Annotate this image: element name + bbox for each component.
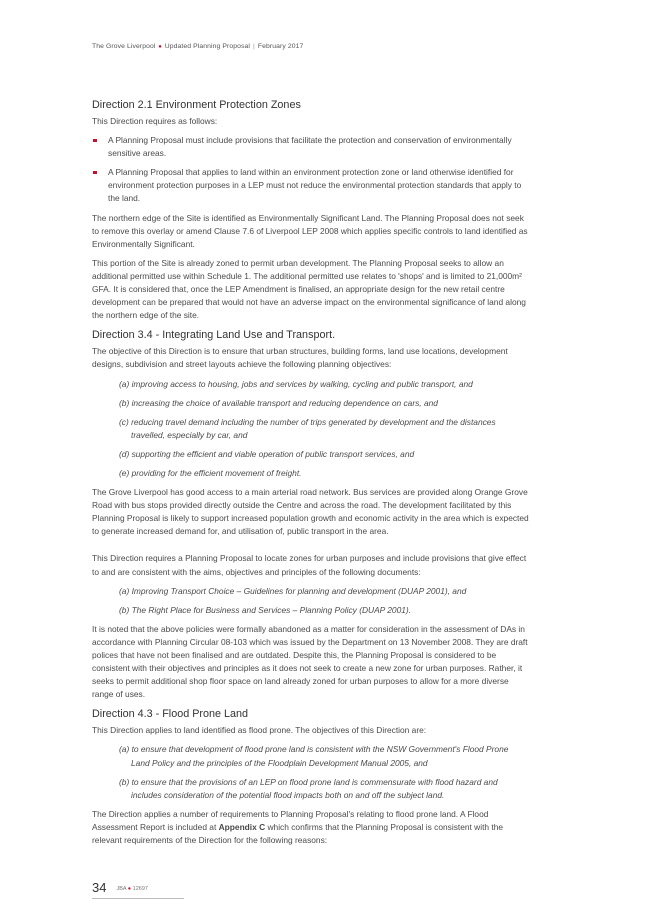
documents-list [92, 585, 529, 617]
header-bullet-icon: ● [156, 44, 164, 50]
list-item: (a) improving access to housing, jobs and services by walking, cycling and public transport, and [119, 378, 473, 389]
footer-job-number: 12697 [132, 885, 148, 892]
footer-company: JBA [116, 885, 127, 892]
list-item: (a) to ensure that development of flood prone land is consistent with the NSW Government's Flood Prone Land Policy and the principles of the Floodplain Development Manual 2005, and [119, 744, 509, 768]
list-item: (b) to ensure that the provisions of an LEP on flood prone land is commensurate with flood hazard and includes consideration of the potential flood impacts both on and off the subject land. [119, 776, 498, 800]
paragraph-text: which confirms that the Planning Proposal is consistent with the relevant requirements of the Direction for the following reasons: [92, 821, 504, 846]
appendix-reference: Appendix C [218, 821, 266, 832]
header-doc-title: Updated Planning Proposal [164, 43, 251, 50]
paragraph-text: The Direction applies a number of requirements to Planning Proposal's relating to flood prone land. A Flood Assessment Report is included at [92, 808, 489, 832]
paragraph: The Grove Liverpool has good access to a main arterial road network. Bus services are provided along Orange Grove Road with bus stops provided directly outside the Centre and across the road. The development facilitated by this Planning Proposal is likely to support increased population growth and economic activity in the area which is expected to generate increased demand for, and utilisation of, public transport in the area. [92, 487, 529, 537]
requirements-list [92, 134, 529, 205]
paragraph [92, 808, 529, 847]
section-heading-3-4: Direction 3.4 - Integrating Land Use and Transport. [92, 329, 336, 342]
page-header [92, 43, 303, 50]
section-intro: This Direction requires as follows: [92, 116, 218, 126]
paragraph: This portion of the Site is already zoned to permit urban development. The Planning Proposal seeks to allow an additional permitted use within Schedule 1. The additional permitted use relates to 'shops' and is limited to 21,000m² GFA. It is considered that, once the LEP Amendment is finalised, an appropriate design for the new retail centre development can be prepared that would not have an adverse impact on the environmental significance of land along the northern edge of the site. [92, 257, 526, 321]
footer-company-ref [116, 886, 147, 892]
paragraph: This Direction requires a Planning Proposal to locate zones for urban purposes and include provisions that give effect to and are consistent with the aims, objectives and principles of the following documents: [92, 553, 527, 577]
paragraph: The northern edge of the Site is identified as Environmentally Significant Land. The Planning Proposal does not seek to remove this overlay or amend Clause 7.6 of Liverpool LEP 2008 which applies specific controls to land identified as Environmentally Significant. [92, 212, 528, 249]
list-item: (d) supporting the efficient and viable operation of public transport services, and [119, 448, 415, 459]
list-item: A Planning Proposal must include provisions that facilitate the protection and conservation of environmentally sensitive areas. [92, 134, 529, 160]
list-item: (e) providing for the efficient movement of freight. [119, 467, 302, 478]
page-footer [92, 880, 148, 895]
section-heading-4-3: Direction 4.3 - Flood Prone Land [92, 708, 249, 721]
objectives-list [92, 743, 529, 801]
footer-bullet-icon: ● [127, 885, 132, 892]
list-item: (c) reducing travel demand including the number of trips generated by development and the distances travelled, especially by car, and [119, 416, 496, 440]
section-intro: This Direction applies to land identified as flood prone. The objectives of this Direction are: [92, 725, 427, 736]
page-number: 34 [92, 880, 107, 895]
section-intro: The objective of this Direction is to ensure that urban structures, building forms, land use locations, development designs, subdivision and street layouts achieve the following planning objectives: [92, 346, 508, 370]
header-doc-date: February 2017 [257, 43, 304, 50]
header-doc-name: The Grove Liverpool [92, 43, 156, 50]
section-heading-2-1: Direction 2.1 Environment Protection Zones [92, 99, 301, 111]
paragraph: It is noted that the above policies were formally abandoned as a matter for consideration in the assessment of DAs in accordance with Planning Circular 08-103 which was issued by the Department on 13 November 2008. They are draft polices that have not been finalised and are outdated. Despite this, the Planning Proposal is considered to be consistent with their objectives and principles as it does not seek to create a new zone for urban purposes. Rather, it seeks to permit additional shop floor space on land already zoned for urban purposes to allow for a more diverse range of uses. [92, 623, 528, 700]
page-body [92, 98, 529, 853]
list-item: (b) The Right Place for Business and Services – Planning Policy (DUAP 2001). [119, 604, 412, 615]
header-divider: | [253, 43, 255, 50]
list-item: (a) Improving Transport Choice – Guidelines for planning and development (DUAP 2001), and [119, 585, 467, 596]
list-item: A Planning Proposal that applies to land within an environment protection zone or land otherwise identified for environment protection purposes in a LEP must not reduce the environmental protection standards that apply to the land. [92, 166, 529, 205]
list-item: (b) increasing the choice of available transport and reducing dependence on cars, and [119, 397, 438, 408]
footer-divider [92, 898, 184, 899]
objectives-list [92, 378, 529, 481]
